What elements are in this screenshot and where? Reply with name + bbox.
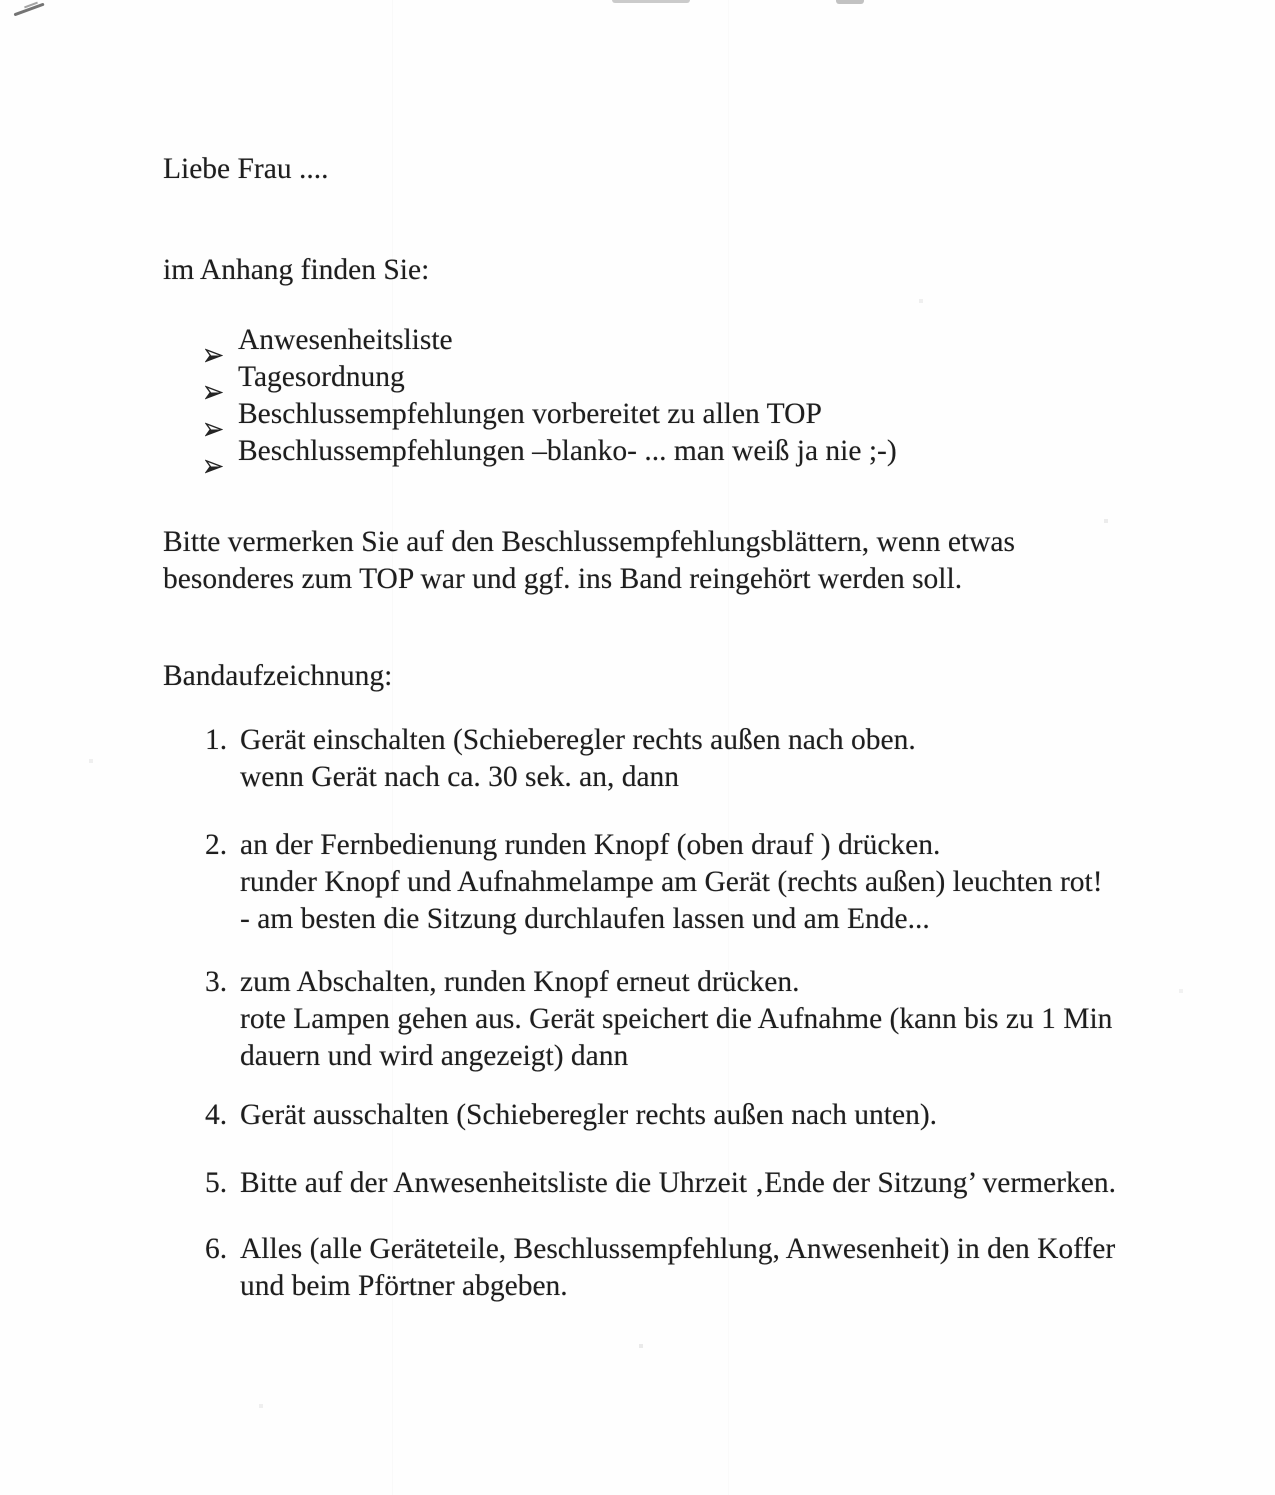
instruction-number: 4. [205,1099,228,1131]
note-line: Bitte vermerken Sie auf den Beschlussempfehlungsblättern, wenn etwas [163,526,1015,558]
note-paragraph [163,524,1015,598]
instruction-line: wenn Gerät nach ca. 30 sek. an, dann [240,761,680,793]
instruction-line: rote Lampen gehen aus. Gerät speichert die Aufnahme (kann bis zu 1 Min [240,1003,1113,1035]
instruction-text [240,722,916,796]
instruction-text [240,1231,1115,1305]
instruction-line: zum Abschalten, runden Knopf erneut drücken. [240,966,800,998]
attachment-item-label: Beschlussempfehlungen –blanko- ... man weiß ja nie ;-) [238,435,897,467]
instruction-line: dauern und wird angezeigt) dann [240,1040,629,1072]
instruction-item-3 [205,964,1112,1075]
instruction-line: - am besten die Sitzung durchlaufen lassen und am Ende... [240,903,930,935]
instruction-number: 1. [205,724,228,756]
instruction-text [240,827,1103,938]
scan-artifact-top-smudge [836,0,864,4]
attachment-item-label: Anwesenheitsliste [238,324,453,356]
section-heading: Bandaufzeichnung: [163,660,393,692]
instruction-line: Alles (alle Geräteteile, Beschlussempfehlung, Anwesenheit) in den Koffer [240,1233,1116,1265]
attachment-item [205,433,897,470]
instruction-number: 3. [205,966,228,998]
instruction-item-6 [205,1231,1115,1305]
instruction-line: Bitte auf der Anwesenheitsliste die Uhrzeit ‚Ende der Sitzung’ vermerken. [240,1167,1116,1199]
note-line: besonderes zum TOP war und ggf. ins Band reingehört werden soll. [163,563,963,595]
instruction-item-2 [205,827,1103,938]
instruction-item-4 [205,1097,937,1134]
instruction-item-1 [205,722,916,796]
scan-artifact-top-smudge [612,0,690,3]
instruction-line: an der Fernbedienung runden Knopf (oben drauf ) drücken. [240,829,941,861]
attachment-item [205,322,897,359]
instruction-line: runder Knopf und Aufnahmelampe am Gerät (rechts außen) leuchten rot! [240,866,1103,898]
instruction-text [240,1165,1116,1202]
scan-artifact-speckles [0,0,2,2]
arrow-bullet-icon [205,373,223,410]
attachment-list [205,322,897,470]
arrow-bullet-icon [205,410,223,447]
instruction-number: 2. [205,829,228,861]
instruction-line: Gerät einschalten (Schieberegler rechts außen nach oben. [240,724,916,756]
intro-line: im Anhang finden Sie: [163,254,430,286]
attachment-item-label: Beschlussempfehlungen vorbereitet zu allen TOP [238,398,822,430]
instruction-number: 5. [205,1167,228,1199]
instruction-text [240,964,1112,1075]
greeting-line: Liebe Frau .... [163,153,329,185]
arrow-bullet-icon [205,447,223,484]
instruction-line: Gerät ausschalten (Schieberegler rechts außen nach unten). [240,1099,938,1131]
instruction-line: und beim Pförtner abgeben. [240,1270,568,1302]
instruction-text [240,1097,937,1134]
attachment-item [205,359,897,396]
attachment-item [205,396,897,433]
instruction-number: 6. [205,1233,228,1265]
instruction-item-5 [205,1165,1116,1202]
arrow-bullet-icon [205,336,223,373]
attachment-item-label: Tagesordnung [238,361,405,393]
